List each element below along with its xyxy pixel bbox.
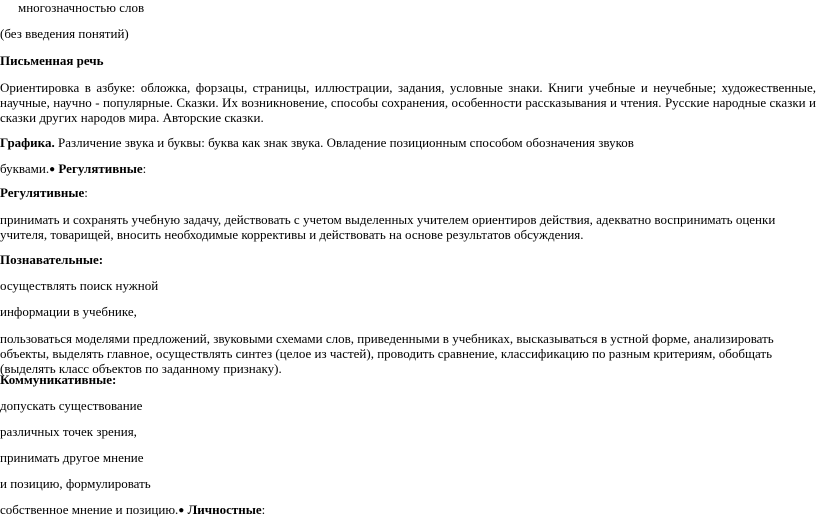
paragraph-graphics — [0, 135, 816, 150]
text-line-textbook — [0, 304, 816, 319]
graphics-text: Различение звука и буквы: буква как знак звука. Овладение позиционным способом обозначения звуков — [54, 135, 634, 150]
text-span: допускать существование — [0, 398, 143, 413]
letters-text: буквами. — [0, 161, 50, 176]
heading-text: Познавательные: — [0, 252, 104, 267]
text-span: и позицию, формулировать — [0, 476, 151, 491]
paragraph-text: Ориентировка в азбуке: обложка, форзацы, страницы, иллюстрации, задания, условные знаки. Книги учебные и неучебные; художественные, научные, научно - популярные. Сказки. Их возникновение, способы сохранения, особенности рассказывания и чтения. Русские народные сказки и сказки других народов мира. Авторские сказки. — [0, 80, 816, 125]
regulative-inline-label: Регулятивные — [58, 161, 143, 176]
paragraph-text: принимать и сохранять учебную задачу, действовать с учетом выделенных учителем ориентиров действия, адекватно воспринимать оценки учителя, товарищей, вносить необходимые коррективы и действовать на основе результатов обсуждения. — [0, 212, 776, 242]
text-span: различных точек зрения, — [0, 424, 137, 439]
personal-inline-label: Личностные — [187, 502, 262, 517]
paragraph-cognitive — [0, 331, 816, 376]
heading-text: Письменная речь — [0, 53, 104, 68]
heading-cognitive — [0, 252, 816, 267]
graphics-label: Графика. — [0, 135, 55, 150]
text-span: (без введения понятий) — [0, 26, 129, 41]
line-own-opinion-personal — [0, 502, 816, 518]
heading-communicative — [0, 372, 816, 387]
text-line-existence — [0, 398, 816, 413]
text-span: многозначностью слов — [18, 0, 145, 15]
text-span: осуществлять поиск нужной — [0, 278, 159, 293]
heading-text: Коммуникативные: — [0, 372, 117, 387]
text-line-search — [0, 278, 816, 293]
colon: : — [142, 161, 147, 176]
text-line-other-opinion — [0, 450, 816, 465]
colon: : — [84, 185, 88, 200]
colon: : — [261, 502, 266, 517]
line-letters-regulative — [0, 161, 816, 177]
paragraph-text: пользоваться моделями предложений, звуковыми схемами слов, приведенными в учебниках, высказываться в устной форме, анализировать объекты, выделять главное, осуществлять синтез (целое из частей), проводить сравнение, классификацию по разным критериям, обобщать (выделять класс объектов по заданному признаку). — [0, 331, 774, 376]
paragraph-orientation — [0, 80, 816, 125]
text-span: информации в учебнике, — [0, 304, 137, 319]
text-line-formulate — [0, 476, 816, 491]
text-line-polysemy — [18, 0, 816, 15]
paragraph-regulative — [0, 212, 816, 242]
text-line-no-concepts — [0, 26, 816, 41]
text-line-viewpoints — [0, 424, 816, 439]
heading-regulative — [0, 185, 816, 200]
heading-text: Регулятивные — [0, 185, 85, 200]
heading-written-speech — [0, 53, 816, 68]
bullet-icon: ● — [49, 164, 56, 175]
bullet-icon: ● — [178, 505, 185, 516]
text-span: собственное мнение и позицию. — [0, 502, 179, 517]
text-span: принимать другое мнение — [0, 450, 144, 465]
